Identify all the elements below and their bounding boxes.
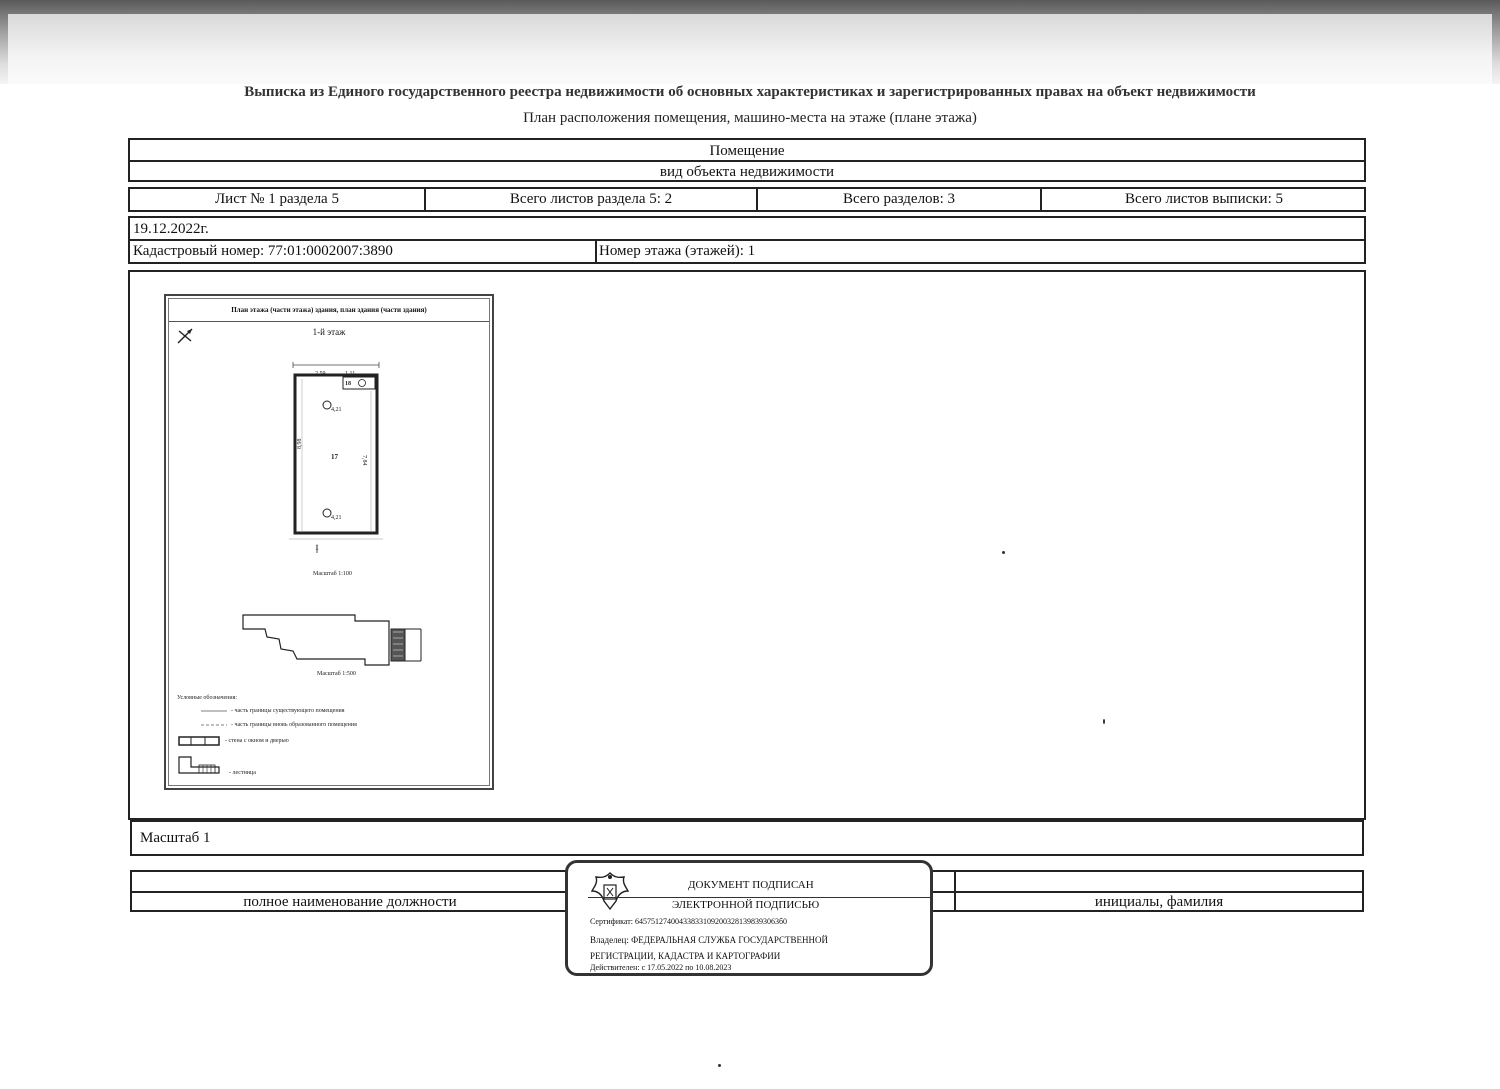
document-subtitle: План расположения помещения, машино-места на этаже (плане этажа) bbox=[523, 110, 977, 126]
legend-item: - часть границы вновь образованного помещения bbox=[231, 722, 357, 728]
info-block bbox=[128, 216, 1366, 264]
scale-row bbox=[130, 820, 1364, 856]
dimension-label: 1,11 bbox=[345, 371, 356, 377]
scan-speck bbox=[1002, 551, 1005, 554]
folded-page-edge bbox=[0, 0, 1500, 84]
total-section-sheets: Всего листов раздела 5: 2 bbox=[509, 191, 673, 207]
floor-plan-sheet bbox=[164, 294, 494, 790]
legend-item: - часть границы существующего помещения bbox=[231, 708, 345, 714]
cadastral-number: Кадастровый номер: 77:01:0002007:3890 bbox=[133, 242, 393, 259]
stamp-title: ДОКУМЕНТ ПОДПИСАН bbox=[688, 879, 814, 891]
scale-value: Масштаб 1 bbox=[140, 829, 211, 846]
dimension-label: 2,59 bbox=[315, 371, 326, 377]
room-number: 17 bbox=[331, 453, 338, 461]
stamp-divider bbox=[588, 897, 930, 898]
position-caption: полное наименование должности bbox=[243, 894, 457, 910]
floor-plan-drawing bbox=[169, 299, 493, 789]
room-number: 18 bbox=[345, 381, 351, 387]
floor-plan-inner bbox=[168, 298, 490, 786]
dimension-label: 8,98 bbox=[297, 438, 303, 449]
floor-number: Номер этажа (этажей): 1 bbox=[599, 242, 756, 259]
scan-speck bbox=[718, 1064, 721, 1067]
stamp-owner: Владелец: ФЕДЕРАЛЬНАЯ СЛУЖБА ГОСУДАРСТВЕННОЙ bbox=[590, 935, 829, 945]
scale-label: Масштаб 1:100 bbox=[313, 571, 352, 577]
column-label: 4,21 bbox=[331, 515, 342, 521]
stamp-certificate: Сертификат: 645751274004338331092003281398393063б0 bbox=[590, 917, 788, 926]
stamp-owner: РЕГИСТРАЦИИ, КАДАСТРА И КАРТОГРАФИИ bbox=[590, 951, 781, 961]
divider bbox=[595, 240, 597, 262]
scale-label: Масштаб 1:500 bbox=[317, 671, 356, 677]
scan-speck bbox=[1103, 719, 1105, 724]
sheet-number: Лист № 1 раздела 5 bbox=[215, 191, 339, 207]
total-extract-sheets: Всего листов выписки: 5 bbox=[1125, 191, 1283, 207]
object-type-block bbox=[128, 138, 1366, 182]
total-sections: Всего разделов: 3 bbox=[842, 191, 956, 207]
stamp-validity: Действителен: с 17.05.2022 по 10.08.2023 bbox=[590, 963, 732, 972]
e-signature-stamp bbox=[565, 860, 933, 976]
object-type: Помещение bbox=[709, 142, 785, 159]
object-type-caption: вид объекта недвижимости bbox=[659, 163, 835, 180]
floor-label: 1-й этаж bbox=[312, 327, 346, 337]
emblem-icon bbox=[588, 869, 632, 913]
plan-heading: План этажа (части этажа) здания, план здания (части здания) bbox=[169, 299, 489, 322]
column-label: 4,21 bbox=[331, 407, 342, 413]
sheets-row bbox=[128, 187, 1366, 212]
stamp-subtitle: ЭЛЕКТРОННОЙ ПОДПИСЬЮ bbox=[672, 899, 820, 911]
dimension-label: 7,84 bbox=[361, 455, 367, 466]
folded-sheet-shadow bbox=[8, 14, 1492, 84]
document-title: Выписка из Единого государственного реестра недвижимости об основных характеристиках и зарегистрированных правах на объект недвижимости bbox=[244, 84, 1256, 100]
legend-item: - стена с окном и дверью bbox=[225, 738, 289, 744]
name-caption: инициалы, фамилия bbox=[1094, 894, 1224, 910]
legend-title: Условные обозначения: bbox=[177, 695, 238, 701]
date: 19.12.2022г. bbox=[133, 220, 209, 237]
legend-item: - лестница bbox=[229, 770, 256, 776]
axis-mark: 1 bbox=[315, 543, 319, 552]
